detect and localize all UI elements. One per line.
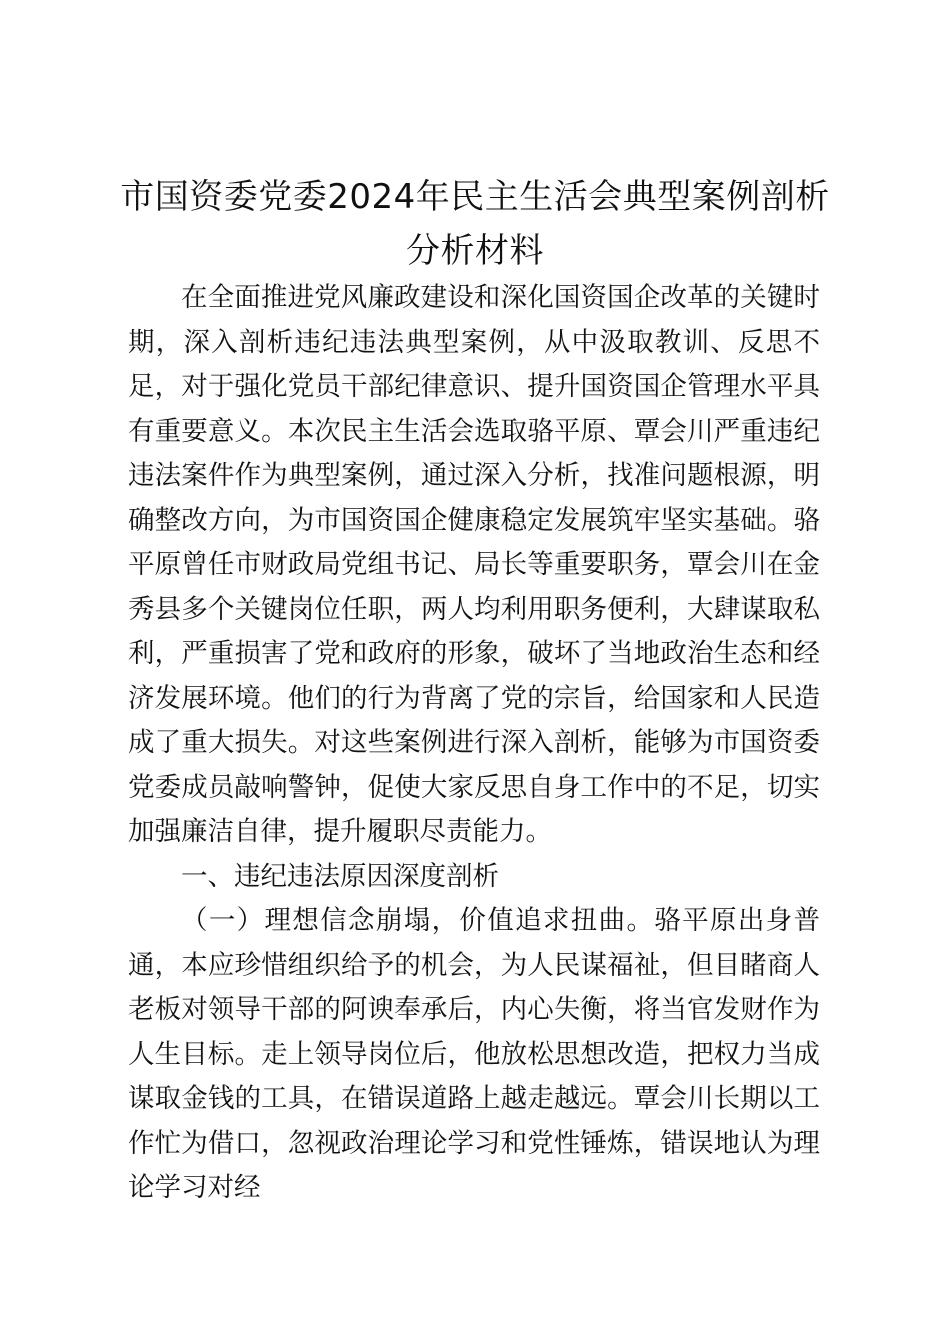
- document-title: 市国资委党委2024年民主生活会典型案例剖析分析材料: [120, 177, 830, 271]
- paragraph-intro: 在全面推进党风廉政建设和深化国资国企改革的关键时期，深入剖析违纪违法典型案例，从中汲取教训、反思不足，对于强化党员干部纪律意识、提升国资国企管理水平具有重要意义。本次民主生活会选取骆平原、覃会川严重违纪违法案件作为典型案例，通过深入分析，找准问题根源，明确整改方向，为市国资国企健康稳定发展筑牢坚实基础。骆平原曾任市财政局党组书记、局长等重要职务，覃会川在金秀县多个关键岗位任职，两人均利用职务便利，大肆谋取私利，严重损害了党和政府的形象，破坏了当地政治生态和经济发展环境。他们的行为背离了党的宗旨，给国家和人民造成了重大损失。对这些案例进行深入剖析，能够为市国资委党委成员敲响警钟，促使大家反思自身工作中的不足，切实加强廉洁自律，提升履职尽责能力。: [128, 282, 820, 847]
- section-heading-1: 一、违纪违法原因深度剖析: [181, 860, 499, 892]
- paragraph-subsection-1: （一）理想信念崩塌，价值追求扭曲。骆平原出身普通，本应珍惜组织给予的机会，为人民谋福祉，但目睹商人老板对领导干部的阿谀奉承后，内心失衡，将当官发财作为人生目标。走上领导岗位后，他放松思想改造，把权力当成谋取金钱的工具，在错误道路上越走越远。覃会川长期以工作忙为借口，忽视政治理论学习和党性锤炼，错误地认为理论学习对经: [128, 905, 820, 1203]
- document-body: [128, 276, 820, 1211]
